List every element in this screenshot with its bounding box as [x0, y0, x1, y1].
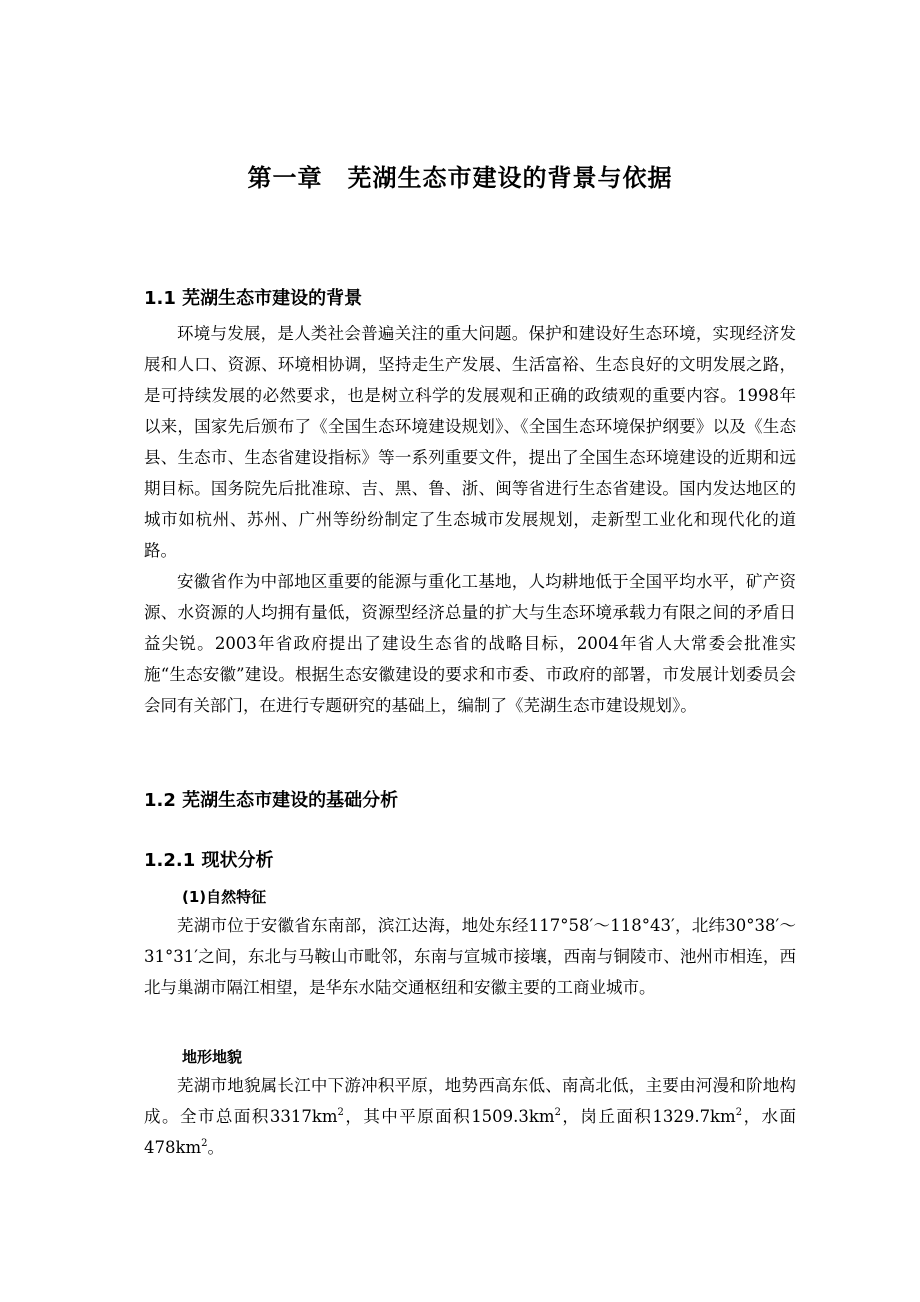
paragraph-background-2: 安徽省作为中部地区重要的能源与重化工基地，人均耕地低于全国平均水平，矿产资源、水资源的人均拥有量低，资源型经济总量的扩大与生态环境承载力有限之间的矛盾日益尖锐。2003年省政府提出了建设生态省的战略目标，2004年省人大常委会批准实施“生态安徽”建设。根据生态安徽建设的要求和市委、市政府的部署，市发展计划委员会会同有关部门，在进行专题研究的基础上，编制了《芜湖生态市建设规划》。 — [144, 572, 796, 715]
terrain-text: ，其中平原面积 — [343, 1107, 472, 1126]
unit-superscript: 2 — [735, 1106, 743, 1118]
chapter-title: 第一章 芜湖生态市建设的背景与依据 — [247, 164, 673, 192]
section-heading-1-2-1: 1.2.1 现状分析 — [144, 850, 274, 871]
subheading-natural-features: (1)自然特征 — [182, 888, 267, 906]
subheading-terrain: 地形地貌 — [182, 1048, 243, 1066]
terrain-lead-text: 芜湖市地貌属长江中下游冲积平原，地势西高东低、南高北低，主要由河漫和阶地构成。全市总面积 — [144, 1076, 796, 1126]
paragraph-background-1: 环境与发展，是人类社会普遍关注的重大问题。保护和建设好生态环境，实现经济发展和人口、资源、环境相协调，坚持走生产发展、生活富裕、生态良好的文明发展之路，是可持续发展的必然要求，也是树立科学的发展观和正确的政绩观的重要内容。1998年以来，国家先后颁布了《全国生态环境建设规划》、《全国生态环境保护纲要》以及《生态县、生态市、生态省建设指标》等一系列重要文件，提出了全国生态环境建设的近期和远期目标。国务院先后批准琼、吉、黑、鲁、浙、闽等省进行生态省建设。国内发达地区的城市如杭州、苏州、广州等纷纷制定了生态城市发展规划，走新型工业化和现代化的道路。 — [144, 324, 796, 560]
terrain-text: ，岗丘面积 — [560, 1107, 653, 1126]
unit-superscript: 2 — [337, 1106, 344, 1118]
unit-superscript: 2 — [554, 1106, 561, 1118]
total-area-value: 3317km — [269, 1107, 338, 1126]
terrain-text: 。 — [207, 1138, 225, 1157]
hill-area-value: 1329.7km — [652, 1107, 736, 1126]
paragraph-terrain — [144, 1070, 796, 1163]
terrain-text: ，水面 — [742, 1107, 797, 1126]
unit-superscript: 2 — [201, 1137, 208, 1149]
paragraph-location: 芜湖市位于安徽省东南部，滨江达海，地处东经117°58′～118°43′，北纬30°38′～31°31′之间，东北与马鞍山市毗邻，东南与宣城市接壤，西南与铜陵市、池州市相连，西北与巢湖市隔江相望，是华东水陆交通枢纽和安徽主要的工商业城市。 — [144, 916, 796, 997]
plain-area-value: 1509.3km — [471, 1107, 555, 1126]
section-heading-1-2: 1.2 芜湖生态市建设的基础分析 — [144, 790, 399, 811]
section-heading-1-1: 1.1 芜湖生态市建设的背景 — [144, 288, 363, 309]
water-area-value: 478km — [144, 1138, 202, 1157]
